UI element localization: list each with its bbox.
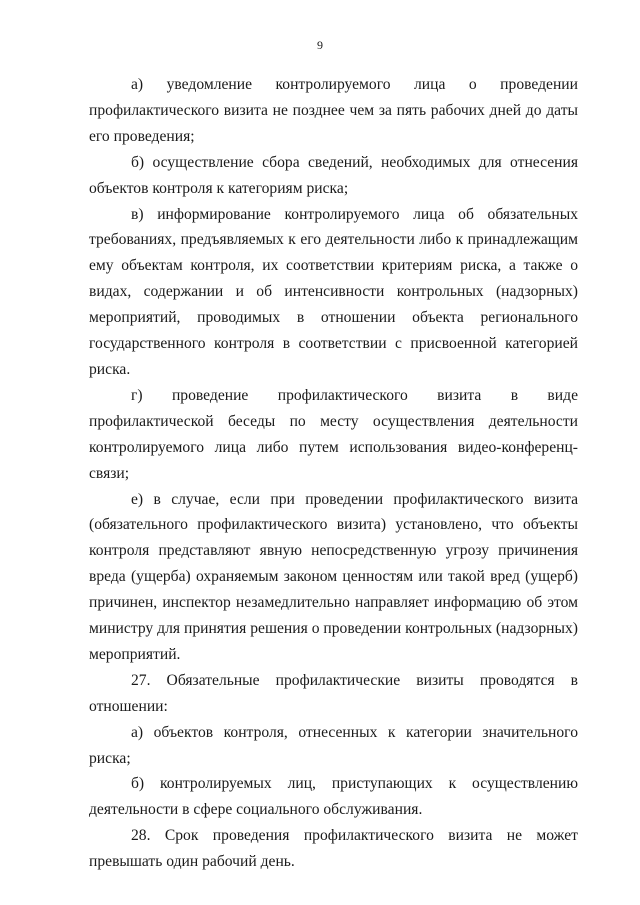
paragraph-item-b-data-collection: б) осуществление сбора сведений, необходимых для отнесения объектов контроля к категориям риска; <box>89 153 578 197</box>
page-number: 9 <box>317 38 323 52</box>
paragraph-item-e-threat: е) в случае, если при проведении профилактического визита (обязательного профилактического визита) установлено, что объекты контроля представляют явную непосредственную угрозу причинения вреда (ущерба) охраняемым законом ценностям или такой вред (ущерб) причинен, инспектор незамедлительно направляет информацию об этом министру для принятия решения о проведении контрольных (надзорных) мероприятий. <box>89 490 578 663</box>
paragraph-item-g-conversation: г) проведение профилактического визита в виде профилактической беседы по месту осуществления деятельности контролируемого лица либо путем использования видео-конференц-связи; <box>89 386 578 482</box>
paragraph-clause-27: 27. Обязательные профилактические визиты проводятся в отношении: <box>89 671 578 715</box>
paragraph-item-v-informing: в) информирование контролируемого лица об обязательных требованиях, предъявляемых к его деятельности либо к принадлежащим ему объектам контроля, их соответствии критериям риска, а также о видах, содержании и об интенсивности контрольных (надзорных) мероприятий, проводимых в отношении объекта регионального государственного контроля в соответствии с присвоенной категорией риска. <box>89 205 578 378</box>
paragraph-clause-27-b: б) контролируемых лиц, приступающих к осуществлению деятельности в сфере социального обслуживания. <box>89 775 578 819</box>
paragraph-clause-28: 28. Срок проведения профилактического визита не может превышать один рабочий день. <box>89 827 578 871</box>
paragraph-clause-27-a: а) объектов контроля, отнесенных к категории значительного риска; <box>89 723 578 767</box>
paragraph-item-a-notification: а) уведомление контролируемого лица о проведении профилактического визита не позднее чем за пять рабочих дней до даты его проведения; <box>89 76 578 145</box>
document-body <box>89 72 578 875</box>
